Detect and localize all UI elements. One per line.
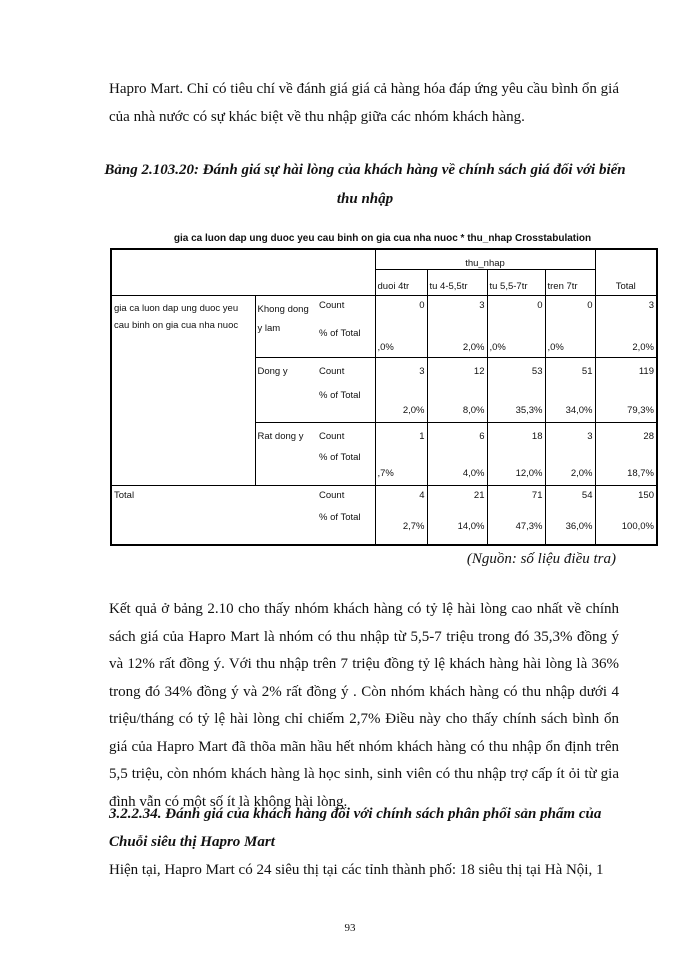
count-cell: 0 xyxy=(545,295,595,327)
count-cell: 3 xyxy=(545,422,595,451)
group-header: thu_nhap xyxy=(375,249,595,269)
row-category: Rat dong y xyxy=(255,422,317,485)
pct-cell: ,0% xyxy=(375,327,427,357)
intro-paragraph: Hapro Mart. Chỉ có tiêu chí về đánh giá giá cả hàng hóa đáp ứng yêu cầu bình ổn giá của nhà nước có sự khác biệt về thu nhập giữa các nhóm khách hàng. xyxy=(109,81,619,125)
pct-cell: 4,0% xyxy=(427,451,487,485)
pct-cell: 35,3% xyxy=(487,389,545,422)
total-pct-cell: 14,0% xyxy=(427,511,487,545)
total-count-cell: 4 xyxy=(375,485,427,511)
count-cell: 0 xyxy=(487,295,545,327)
closing-paragraph: Hiện tại, Hapro Mart có 24 siêu thị tại các tỉnh thành phố: 18 siêu thị tại Hà Nội, 1 xyxy=(109,862,604,878)
count-cell: 1 xyxy=(375,422,427,451)
pct-label: % of Total xyxy=(317,327,375,357)
total-count-cell: 150 xyxy=(595,485,657,511)
pct-cell: 79,3% xyxy=(595,389,657,422)
table-caption: Bảng 2.103.20: Đánh giá sự hài lòng của khách hàng về chính sách giá đối với biến thu nhập xyxy=(104,162,626,207)
count-cell: 119 xyxy=(595,357,657,389)
total-pct-cell: 47,3% xyxy=(487,511,545,545)
count-label: Count xyxy=(317,295,375,327)
count-cell: 3 xyxy=(595,295,657,327)
total-count-cell: 71 xyxy=(487,485,545,511)
col-header-tren-7tr: tren 7tr xyxy=(545,269,595,295)
total-count-cell: 54 xyxy=(545,485,595,511)
pct-label: % of Total xyxy=(317,451,375,485)
total-pct-cell: 2,7% xyxy=(375,511,427,545)
page-number: 93 xyxy=(344,922,356,934)
count-cell: 18 xyxy=(487,422,545,451)
total-count-cell: 21 xyxy=(427,485,487,511)
crosstab-title: gia ca luon dap ung duoc yeu cau binh on gia cua nha nuoc * thu_nhap Crosstabulation xyxy=(173,233,592,244)
total-pct-cell: 36,0% xyxy=(545,511,595,545)
col-header-total: Total xyxy=(595,249,657,295)
pct-cell: ,7% xyxy=(375,451,427,485)
pct-cell: 2,0% xyxy=(545,451,595,485)
pct-label: % of Total xyxy=(317,389,375,422)
count-label: Count xyxy=(317,357,375,389)
pct-cell: ,0% xyxy=(545,327,595,357)
row-variable-label: gia ca luon dap ung duoc yeu cau binh on gia cua nha nuoc xyxy=(111,295,255,485)
total-row-label: Total xyxy=(111,485,317,545)
count-cell: 3 xyxy=(427,295,487,327)
pct-cell: ,0% xyxy=(487,327,545,357)
count-cell: 51 xyxy=(545,357,595,389)
col-header-tu-5-5-7tr: tu 5,5-7tr xyxy=(487,269,545,295)
row-category: Khong dong y lam xyxy=(255,295,317,357)
analysis-paragraph: Kết quả ở bảng 2.10 cho thấy nhóm khách hàng có tỷ lệ hài lòng cao nhất về chính sách giá của Hapro Mart là nhóm có thu nhập từ 5,5-7 triệu trong đó 35,3% đồng ý và 12% rất đồng ý. Với thu nhập trên 7 triệu đồng tỷ lệ khách hàng hài lòng là 36% trong đó 34% đồng ý và 2% rất đồng ý . Còn nhóm khách hàng có thu nhập dưới 4 triệu/tháng có tỷ lệ hài lòng chỉ chiếm 2,7% Điều này cho thấy chính sách bình ổn giá của Hapro Mart đã thõa mãn hầu hết nhóm khách hàng có thu nhập ổn định trên 5,5 triệu, còn nhóm khách hàng là học sinh, sinh viên có thu nhập trợ cấp ít ỏi từ gia đình vẫn có một số ít là không hài lòng. xyxy=(109,601,619,810)
pct-cell: 18,7% xyxy=(595,451,657,485)
col-header-tu-4-5-5tr: tu 4-5,5tr xyxy=(427,269,487,295)
total-pct-cell: 100,0% xyxy=(595,511,657,545)
source-note: (Nguồn: số liệu điều tra) xyxy=(466,551,616,567)
crosstab-table xyxy=(110,248,658,546)
count-cell: 0 xyxy=(375,295,427,327)
count-label: Count xyxy=(317,485,375,511)
pct-cell: 2,0% xyxy=(375,389,427,422)
count-cell: 6 xyxy=(427,422,487,451)
row-category: Dong y xyxy=(255,357,317,422)
pct-label: % of Total xyxy=(317,511,375,545)
pct-cell: 34,0% xyxy=(545,389,595,422)
count-cell: 12 xyxy=(427,357,487,389)
pct-cell: 8,0% xyxy=(427,389,487,422)
count-cell: 28 xyxy=(595,422,657,451)
section-heading: 3.2.2.34. Đánh giá của khách hàng đối với chính sách phân phối sản phẩm của Chuỗi siêu thị Hapro Mart xyxy=(109,806,602,850)
col-header-duoi-4tr: duoi 4tr xyxy=(375,269,427,295)
header-corner xyxy=(111,249,375,295)
count-cell: 3 xyxy=(375,357,427,389)
pct-cell: 12,0% xyxy=(487,451,545,485)
pct-cell: 2,0% xyxy=(427,327,487,357)
count-cell: 53 xyxy=(487,357,545,389)
pct-cell: 2,0% xyxy=(595,327,657,357)
count-label: Count xyxy=(317,422,375,451)
